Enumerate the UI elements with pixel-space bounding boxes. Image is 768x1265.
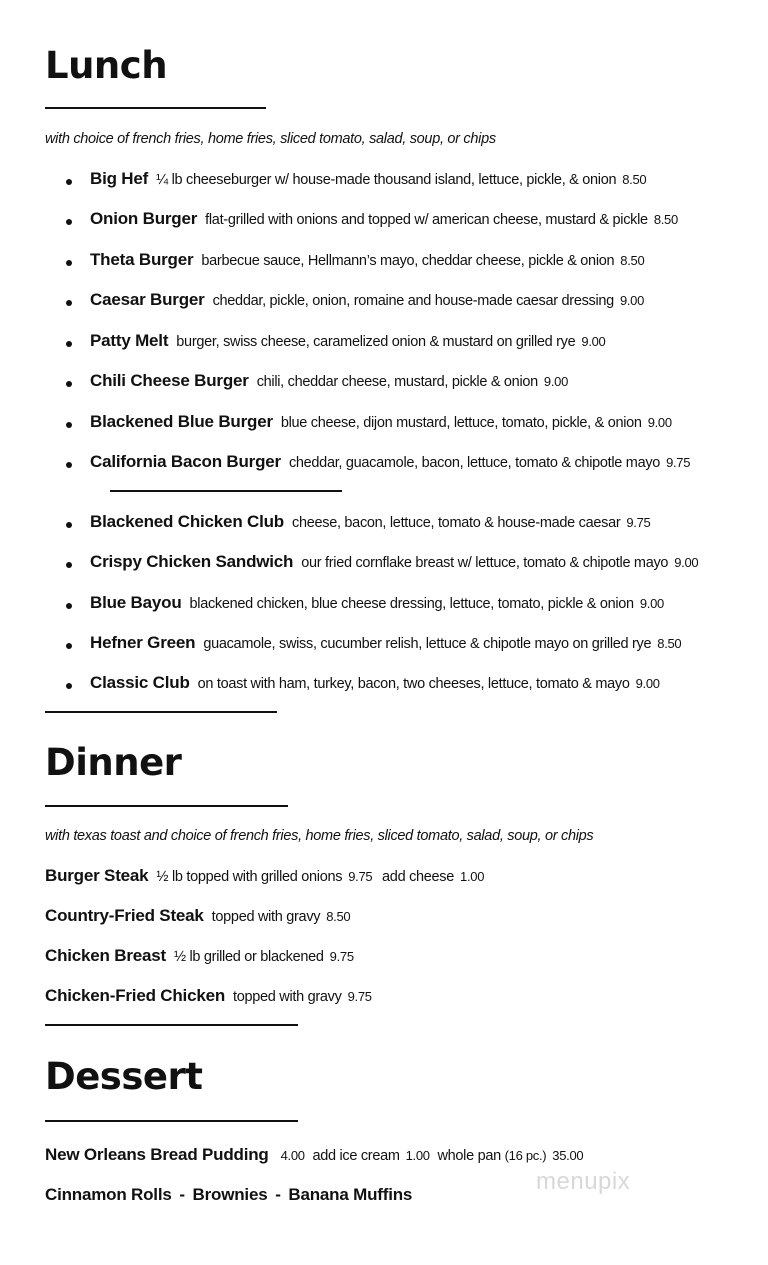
item-desc: ½ lb topped with grilled onions (156, 869, 343, 885)
bullet-icon (66, 462, 72, 468)
item-desc: cheese, bacon, lettuce, tomato & house-made caesar (292, 515, 621, 531)
bullet-icon (66, 341, 72, 347)
menu-item (90, 411, 672, 434)
divider (45, 805, 288, 807)
item-desc: ¼ lb cheeseburger w/ house-made thousand island, lettuce, pickle, & onion (156, 172, 617, 188)
item-price: 9.00 (674, 555, 699, 570)
dinner-note: with texas toast and choice of french fries, home fries, sliced tomato, salad, soup, or chips (45, 828, 594, 844)
item-price: 9.75 (347, 989, 372, 1004)
item-name: Crispy Chicken Sandwich (90, 552, 294, 571)
watermark: menupix (536, 1168, 631, 1195)
item-name: Blackened Blue Burger (90, 412, 273, 431)
bullet-icon (66, 422, 72, 428)
item-desc: guacamole, swiss, cucumber relish, lettuce & chipotle mayo on grilled rye (203, 636, 652, 652)
item-desc: flat-grilled with onions and topped w/ american cheese, mustard & pickle (205, 212, 648, 228)
bullet-icon (66, 683, 72, 689)
separator: - (179, 1185, 185, 1204)
item-desc: cheddar, guacamole, bacon, lettuce, tomato & chipotle mayo (288, 455, 661, 471)
bullet-icon (66, 381, 72, 387)
menu-item (90, 168, 646, 191)
divider (45, 1120, 298, 1122)
item-name: Blackened Chicken Club (90, 512, 284, 531)
item-price: 8.50 (326, 909, 351, 924)
menu-item (90, 511, 650, 534)
menu-item (90, 289, 644, 312)
item-name: Blue Bayou (90, 593, 182, 612)
item-price: 9.75 (626, 515, 651, 530)
item-price: 8.50 (657, 636, 682, 651)
bullet-icon (66, 643, 72, 649)
item-name: New Orleans Bread Pudding (45, 1145, 269, 1164)
divider (45, 107, 266, 109)
item-desc: barbecue sauce, Hellmann’s mayo, cheddar cheese, pickle & onion (201, 253, 615, 269)
item-name: Big Hef (90, 169, 149, 188)
divider (110, 490, 342, 492)
pan-quantity: (16 pc.) (504, 1148, 547, 1163)
dinner-item (45, 945, 354, 968)
item-price: 9.75 (329, 949, 354, 964)
item-name: Burger Steak (45, 866, 149, 885)
lunch-note: with choice of french fries, home fries, sliced tomato, salad, soup, or chips (45, 131, 496, 147)
item-price: 9.75 (348, 869, 373, 884)
item-desc: topped with gravy (233, 989, 342, 1005)
item-name: Chicken Breast (45, 946, 166, 965)
menu-item (90, 249, 644, 272)
item-name: Caesar Burger (90, 290, 205, 309)
item-name: California Bacon Burger (90, 452, 281, 471)
pan-price: 35.00 (552, 1148, 584, 1163)
pan-label: whole pan (437, 1148, 501, 1164)
item-name: Chicken-Fried Chicken (45, 986, 226, 1005)
dinner-item (45, 905, 350, 928)
divider (45, 711, 277, 713)
menu-item (90, 551, 698, 574)
item-price: 4.00 (280, 1148, 305, 1163)
item-desc: chili, cheddar cheese, mustard, pickle & onion (256, 374, 538, 390)
dessert-others (45, 1184, 420, 1207)
dessert-item (45, 1144, 583, 1167)
item-desc: ½ lb grilled or blackened (173, 949, 324, 965)
item-name: Hefner Green (90, 633, 196, 652)
item-name: Country-Fried Steak (45, 906, 204, 925)
item-price: 8.50 (620, 253, 645, 268)
dessert-name: Brownies (192, 1185, 268, 1204)
item-price: 9.00 (635, 676, 660, 691)
item-price: 8.50 (622, 172, 647, 187)
divider (45, 1024, 298, 1026)
menu-item (90, 451, 690, 474)
bullet-icon (66, 562, 72, 568)
dinner-item (45, 985, 372, 1008)
item-desc: our fried cornflake breast w/ lettuce, tomato & chipotle mayo (301, 555, 669, 571)
item-desc: blackened chicken, blue cheese dressing, lettuce, tomato, pickle & onion (189, 596, 634, 612)
bullet-icon (66, 603, 72, 609)
dessert-heading: Dessert (45, 1055, 203, 1098)
menu-item (90, 208, 678, 231)
extra-label: add ice cream (312, 1148, 400, 1164)
bullet-icon (66, 179, 72, 185)
item-name: Classic Club (90, 673, 190, 692)
item-name: Patty Melt (90, 331, 169, 350)
extra-price: 1.00 (405, 1148, 430, 1163)
bullet-icon (66, 300, 72, 306)
dinner-item (45, 865, 484, 888)
menu-item (90, 632, 681, 655)
bullet-icon (66, 522, 72, 528)
bullet-icon (66, 260, 72, 266)
item-price: 9.00 (543, 374, 569, 389)
menu-item (90, 370, 568, 393)
menu-item (90, 330, 606, 353)
item-desc: cheddar, pickle, onion, romaine and house-made caesar dressing (212, 293, 614, 309)
lunch-heading: Lunch (45, 44, 168, 87)
dinner-heading: Dinner (45, 741, 182, 784)
item-price: 9.00 (581, 334, 606, 349)
item-name: Theta Burger (90, 250, 194, 269)
item-name: Onion Burger (90, 209, 198, 228)
extra-price: 1.00 (460, 869, 485, 884)
menu-item (90, 672, 660, 695)
item-name: Chili Cheese Burger (90, 371, 249, 390)
dessert-name: Banana Muffins (288, 1185, 413, 1204)
item-price: 9.00 (639, 596, 664, 611)
item-desc: burger, swiss cheese, caramelized onion & mustard on grilled rye (176, 334, 576, 350)
separator: - (275, 1185, 281, 1204)
item-price: 9.00 (647, 415, 672, 430)
extra-label: add cheese (382, 869, 455, 885)
dessert-name: Cinnamon Rolls (45, 1185, 172, 1204)
item-price: 8.50 (653, 212, 678, 227)
item-price: 9.00 (619, 293, 645, 308)
item-desc: on toast with ham, turkey, bacon, two cheeses, lettuce, tomato & mayo (197, 676, 630, 692)
item-price: 9.75 (666, 455, 691, 470)
item-desc: topped with gravy (211, 909, 321, 925)
bullet-icon (66, 219, 72, 225)
item-desc: blue cheese, dijon mustard, lettuce, tomato, pickle, & onion (280, 415, 642, 431)
menu-item (90, 592, 664, 615)
